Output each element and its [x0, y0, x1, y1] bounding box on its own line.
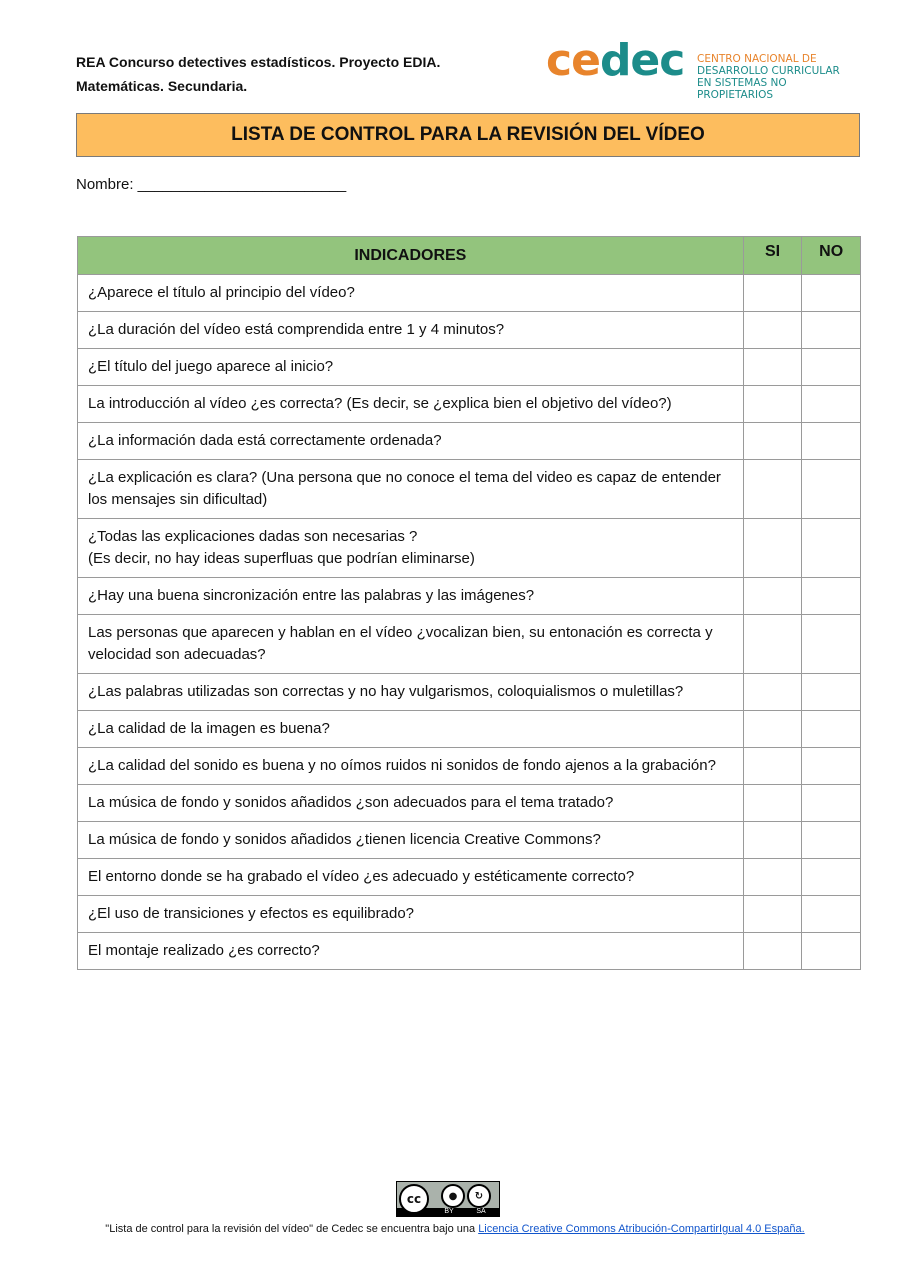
checklist-row: [78, 822, 861, 859]
cc-icon: cc: [399, 1184, 429, 1214]
indicator-text: El entorno donde se ha grabado el vídeo ¿es adecuado y estéticamente correcto?: [78, 859, 744, 896]
no-checkbox-cell[interactable]: [802, 674, 861, 711]
indicator-text: ¿La calidad del sonido es buena y no oímos ruidos ni sonidos de fondo ajenos a la grabación?: [78, 748, 744, 785]
no-checkbox-cell[interactable]: [802, 275, 861, 312]
checklist-row: [78, 896, 861, 933]
checklist-table: [77, 236, 861, 970]
checklist-row: [78, 933, 861, 970]
indicator-text: ¿El uso de transiciones y efectos es equilibrado?: [78, 896, 744, 933]
no-checkbox-cell[interactable]: [802, 349, 861, 386]
cedec-logo: [546, 35, 866, 101]
checklist-row: [78, 748, 861, 785]
no-checkbox-cell[interactable]: [802, 785, 861, 822]
checklist-row: [78, 460, 861, 519]
si-checkbox-cell[interactable]: [743, 822, 802, 859]
no-checkbox-cell[interactable]: [802, 859, 861, 896]
checklist-row: [78, 674, 861, 711]
no-checkbox-cell[interactable]: [802, 933, 861, 970]
logo-subtitle-line-3: EN SISTEMAS NO PROPIETARIOS: [697, 77, 787, 101]
checklist-row: [78, 312, 861, 349]
no-checkbox-cell[interactable]: [802, 711, 861, 748]
checklist-row: [78, 859, 861, 896]
si-checkbox-cell[interactable]: [743, 859, 802, 896]
license-footer: [0, 1223, 910, 1235]
indicator-text: ¿Todas las explicaciones dadas son necesarias ? (Es decir, no hay ideas superfluas que podrían eliminarse): [78, 519, 744, 578]
logo-wordmark-part-a: ce: [546, 35, 600, 86]
indicator-text: Las personas que aparecen y hablan en el vídeo ¿vocalizan bien, su entonación es correcta y velocidad son adecuadas?: [78, 615, 744, 674]
si-checkbox-cell[interactable]: [743, 460, 802, 519]
cc-by-label: BY: [444, 1208, 454, 1215]
no-checkbox-cell[interactable]: [802, 578, 861, 615]
si-checkbox-cell[interactable]: [743, 896, 802, 933]
si-checkbox-cell[interactable]: [743, 578, 802, 615]
no-checkbox-cell[interactable]: [802, 460, 861, 519]
share-alike-icon: ↻: [467, 1184, 491, 1208]
checklist-row: [78, 578, 861, 615]
si-checkbox-cell[interactable]: [743, 386, 802, 423]
checklist-row: [78, 423, 861, 460]
cc-badge-labels: [433, 1207, 497, 1216]
checklist-row: [78, 615, 861, 674]
logo-subtitle: [697, 53, 866, 101]
si-checkbox-cell[interactable]: [743, 312, 802, 349]
indicator-text: La introducción al vídeo ¿es correcta? (Es decir, se ¿explica bien el objetivo del vídeo?): [78, 386, 744, 423]
logo-wordmark: [546, 36, 684, 86]
license-text: "Lista de control para la revisión del vídeo" de Cedec se encuentra bajo una: [105, 1223, 479, 1235]
indicator-text: ¿Aparece el título al principio del vídeo?: [78, 275, 744, 312]
attribution-icon: ●: [441, 1184, 465, 1208]
si-checkbox-cell[interactable]: [743, 711, 802, 748]
header-si: SI: [743, 237, 802, 275]
checklist-row: [78, 711, 861, 748]
si-checkbox-cell[interactable]: [743, 674, 802, 711]
checklist-header-row: [78, 237, 861, 275]
indicator-text: ¿El título del juego aparece al inicio?: [78, 349, 744, 386]
no-checkbox-cell[interactable]: [802, 615, 861, 674]
logo-subtitle-line-1: CENTRO NACIONAL DE: [697, 53, 817, 65]
checklist-row: [78, 386, 861, 423]
indicator-text: ¿La explicación es clara? (Una persona que no conoce el tema del video es capaz de entender los mensajes sin dificultad): [78, 460, 744, 519]
header-no: NO: [802, 237, 861, 275]
no-checkbox-cell[interactable]: [802, 312, 861, 349]
header-line-2: Matemáticas. Secundaria.: [76, 78, 248, 94]
si-checkbox-cell[interactable]: [743, 933, 802, 970]
indicator-text: ¿La calidad de la imagen es buena?: [78, 711, 744, 748]
si-checkbox-cell[interactable]: [743, 275, 802, 312]
no-checkbox-cell[interactable]: [802, 748, 861, 785]
logo-subtitle-line-2: DESARROLLO CURRICULAR: [697, 65, 840, 77]
indicator-text: ¿La duración del vídeo está comprendida entre 1 y 4 minutos?: [78, 312, 744, 349]
indicator-text: ¿La información dada está correctamente ordenada?: [78, 423, 744, 460]
cc-license-badge: [396, 1181, 500, 1217]
cc-sa-label: SA: [476, 1208, 486, 1215]
indicator-text: La música de fondo y sonidos añadidos ¿tienen licencia Creative Commons?: [78, 822, 744, 859]
header-line-1: REA Concurso detectives estadísticos. Proyecto EDIA.: [76, 54, 441, 70]
checklist-row: [78, 275, 861, 312]
indicator-text: ¿Hay una buena sincronización entre las palabras y las imágenes?: [78, 578, 744, 615]
header-indicadores: INDICADORES: [78, 237, 744, 275]
no-checkbox-cell[interactable]: [802, 896, 861, 933]
si-checkbox-cell[interactable]: [743, 748, 802, 785]
license-link[interactable]: Licencia Creative Commons Atribución-CompartirIgual 4.0 España.: [478, 1223, 805, 1235]
si-checkbox-cell[interactable]: [743, 785, 802, 822]
document-header: [76, 50, 440, 98]
document-title: LISTA DE CONTROL PARA LA REVISIÓN DEL VÍDEO: [76, 113, 860, 157]
indicator-text: La música de fondo y sonidos añadidos ¿son adecuados para el tema tratado?: [78, 785, 744, 822]
checklist-body: [78, 275, 861, 970]
no-checkbox-cell[interactable]: [802, 423, 861, 460]
indicator-text: ¿Las palabras utilizadas son correctas y no hay vulgarismos, coloquialismos o muletillas?: [78, 674, 744, 711]
no-checkbox-cell[interactable]: [802, 386, 861, 423]
no-checkbox-cell[interactable]: [802, 822, 861, 859]
indicator-text: El montaje realizado ¿es correcto?: [78, 933, 744, 970]
checklist-row: [78, 785, 861, 822]
name-field[interactable]: Nombre: _________________________: [76, 176, 347, 193]
si-checkbox-cell[interactable]: [743, 349, 802, 386]
si-checkbox-cell[interactable]: [743, 423, 802, 460]
si-checkbox-cell[interactable]: [743, 615, 802, 674]
si-checkbox-cell[interactable]: [743, 519, 802, 578]
checklist-row: [78, 349, 861, 386]
logo-wordmark-part-b: dec: [599, 35, 685, 86]
no-checkbox-cell[interactable]: [802, 519, 861, 578]
checklist-row: [78, 519, 861, 578]
